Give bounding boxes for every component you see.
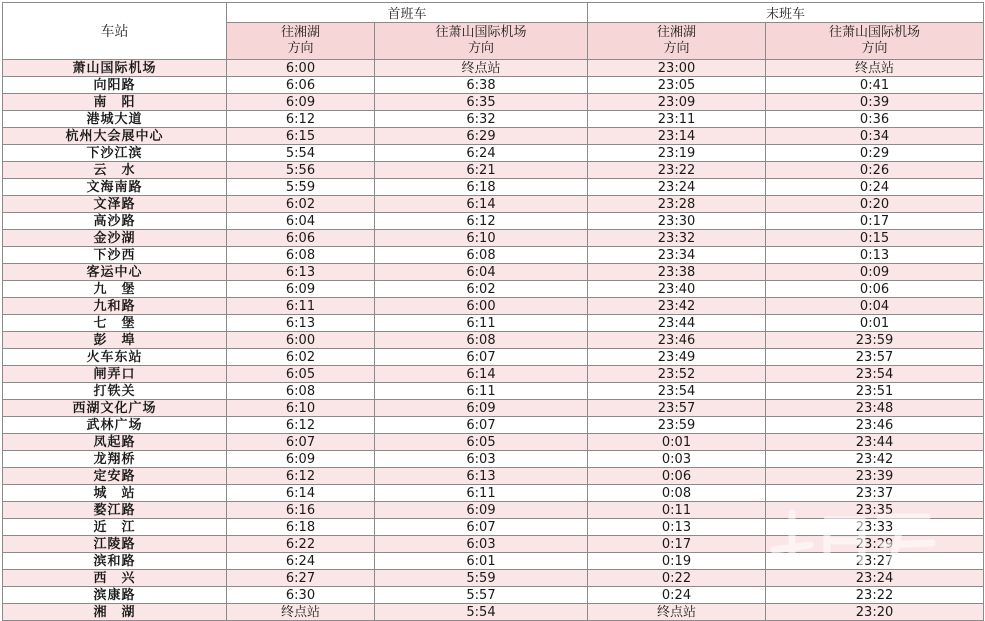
first-xianghu-time: 6:04 — [227, 213, 375, 230]
first-airport-time: 6:00 — [375, 298, 588, 315]
first-airport-time: 6:04 — [375, 264, 588, 281]
last-airport-time: 23:20 — [766, 604, 984, 621]
last-xianghu-time: 23:24 — [588, 179, 766, 196]
table-row — [3, 77, 984, 94]
last-airport-time: 23:48 — [766, 400, 984, 417]
last-airport-time: 0:01 — [766, 315, 984, 332]
last-xianghu-time: 23:59 — [588, 417, 766, 434]
dir-suffix: 方向 — [468, 41, 495, 56]
station-name: 向阳路 — [3, 77, 227, 94]
first-xianghu-time: 6:00 — [227, 60, 375, 77]
last-xianghu-time: 23:05 — [588, 77, 766, 94]
station-name: 西 兴 — [3, 570, 227, 587]
last-airport-time: 0:04 — [766, 298, 984, 315]
first-xianghu-time: 5:59 — [227, 179, 375, 196]
first-xianghu-time: 6:30 — [227, 587, 375, 604]
last-airport-time: 0:13 — [766, 247, 984, 264]
first-xianghu-time: 6:08 — [227, 383, 375, 400]
timetable-body — [3, 60, 984, 621]
station-name: 婺江路 — [3, 502, 227, 519]
last-xianghu-time: 23:09 — [588, 94, 766, 111]
last-xianghu-time: 0:19 — [588, 553, 766, 570]
dir-suffix: 方向 — [663, 41, 690, 56]
last-airport-time: 0:29 — [766, 145, 984, 162]
last-airport-time: 23:42 — [766, 451, 984, 468]
last-airport-time: 0:09 — [766, 264, 984, 281]
first-xianghu-time: 6:02 — [227, 349, 375, 366]
last-xianghu-time: 23:19 — [588, 145, 766, 162]
station-name: 近 江 — [3, 519, 227, 536]
last-dir-airport-header — [766, 23, 984, 60]
last-xianghu-time: 23:46 — [588, 332, 766, 349]
first-airport-time: 5:54 — [375, 604, 588, 621]
first-train-header: 首班车 — [227, 3, 588, 23]
station-name: 凤起路 — [3, 434, 227, 451]
table-row — [3, 502, 984, 519]
last-xianghu-time: 23:32 — [588, 230, 766, 247]
last-airport-time: 23:51 — [766, 383, 984, 400]
last-xianghu-time: 23:00 — [588, 60, 766, 77]
last-airport-time: 0:26 — [766, 162, 984, 179]
station-name: 湘 湖 — [3, 604, 227, 621]
first-airport-time: 6:12 — [375, 213, 588, 230]
last-xianghu-time: 0:08 — [588, 485, 766, 502]
first-xianghu-time: 6:27 — [227, 570, 375, 587]
first-xianghu-time: 终点站 — [227, 604, 375, 621]
last-airport-time: 0:06 — [766, 281, 984, 298]
table-row — [3, 451, 984, 468]
first-xianghu-time: 6:06 — [227, 230, 375, 247]
last-airport-time: 23:29 — [766, 536, 984, 553]
station-name: 高沙路 — [3, 213, 227, 230]
last-airport-time: 23:39 — [766, 468, 984, 485]
table-row — [3, 196, 984, 213]
last-xianghu-time: 23:30 — [588, 213, 766, 230]
first-airport-time: 6:14 — [375, 366, 588, 383]
table-row — [3, 383, 984, 400]
table-row — [3, 604, 984, 621]
last-xianghu-time: 0:01 — [588, 434, 766, 451]
table-row — [3, 570, 984, 587]
station-name: 滨康路 — [3, 587, 227, 604]
last-airport-time: 23:57 — [766, 349, 984, 366]
last-xianghu-time: 23:34 — [588, 247, 766, 264]
table-row — [3, 349, 984, 366]
first-xianghu-time: 6:14 — [227, 485, 375, 502]
last-airport-time: 终点站 — [766, 60, 984, 77]
last-xianghu-time: 23:52 — [588, 366, 766, 383]
first-dir-airport-header — [375, 23, 588, 60]
station-name: 金沙湖 — [3, 230, 227, 247]
last-airport-time: 23:24 — [766, 570, 984, 587]
first-airport-time: 6:07 — [375, 519, 588, 536]
dir-label: 往萧山国际机场 — [435, 25, 527, 40]
first-xianghu-time: 6:00 — [227, 332, 375, 349]
station-name: 文泽路 — [3, 196, 227, 213]
first-airport-time: 6:38 — [375, 77, 588, 94]
table-row — [3, 128, 984, 145]
table-row — [3, 213, 984, 230]
first-xianghu-time: 6:12 — [227, 417, 375, 434]
station-name: 萧山国际机场 — [3, 60, 227, 77]
timetable — [2, 2, 984, 621]
last-train-header: 末班车 — [588, 3, 984, 23]
station-name: 武林广场 — [3, 417, 227, 434]
last-airport-time: 23:54 — [766, 366, 984, 383]
last-airport-time: 0:36 — [766, 111, 984, 128]
first-airport-time: 6:21 — [375, 162, 588, 179]
first-xianghu-time: 6:09 — [227, 451, 375, 468]
last-airport-time: 23:59 — [766, 332, 984, 349]
table-row — [3, 60, 984, 77]
last-xianghu-time: 23:22 — [588, 162, 766, 179]
first-airport-time: 6:08 — [375, 332, 588, 349]
dir-label: 往湘湖 — [657, 25, 697, 40]
station-name: 滨和路 — [3, 553, 227, 570]
first-airport-time: 6:01 — [375, 553, 588, 570]
last-xianghu-time: 0:06 — [588, 468, 766, 485]
last-xianghu-time: 0:03 — [588, 451, 766, 468]
station-name: 定安路 — [3, 468, 227, 485]
first-xianghu-time: 6:13 — [227, 264, 375, 281]
last-xianghu-time: 0:11 — [588, 502, 766, 519]
last-airport-time: 23:46 — [766, 417, 984, 434]
table-row — [3, 315, 984, 332]
table-row — [3, 468, 984, 485]
last-xianghu-time: 23:14 — [588, 128, 766, 145]
last-xianghu-time: 23:49 — [588, 349, 766, 366]
first-xianghu-time: 6:10 — [227, 400, 375, 417]
last-airport-time: 0:39 — [766, 94, 984, 111]
station-name: 彭 埠 — [3, 332, 227, 349]
last-airport-time: 23:35 — [766, 502, 984, 519]
table-row — [3, 281, 984, 298]
first-airport-time: 6:03 — [375, 536, 588, 553]
table-row — [3, 230, 984, 247]
table-row — [3, 400, 984, 417]
first-xianghu-time: 6:16 — [227, 502, 375, 519]
table-row — [3, 111, 984, 128]
last-xianghu-time: 23:38 — [588, 264, 766, 281]
first-airport-time: 6:14 — [375, 196, 588, 213]
first-xianghu-time: 6:15 — [227, 128, 375, 145]
first-airport-time: 6:29 — [375, 128, 588, 145]
table-row — [3, 298, 984, 315]
first-xianghu-time: 5:54 — [227, 145, 375, 162]
first-airport-time: 6:32 — [375, 111, 588, 128]
last-xianghu-time: 23:11 — [588, 111, 766, 128]
first-xianghu-time: 6:08 — [227, 247, 375, 264]
first-airport-time: 6:07 — [375, 417, 588, 434]
dir-label: 往湘湖 — [280, 25, 320, 40]
table-row — [3, 264, 984, 281]
table-row — [3, 519, 984, 536]
station-name: 龙翔桥 — [3, 451, 227, 468]
last-xianghu-time: 0:22 — [588, 570, 766, 587]
first-xianghu-time: 6:07 — [227, 434, 375, 451]
station-name: 客运中心 — [3, 264, 227, 281]
first-airport-time: 6:24 — [375, 145, 588, 162]
last-xianghu-time: 23:42 — [588, 298, 766, 315]
table-row — [3, 145, 984, 162]
last-airport-time: 0:15 — [766, 230, 984, 247]
first-airport-time: 6:09 — [375, 502, 588, 519]
first-airport-time: 5:59 — [375, 570, 588, 587]
last-airport-time: 0:17 — [766, 213, 984, 230]
first-airport-time: 6:02 — [375, 281, 588, 298]
first-xianghu-time: 5:56 — [227, 162, 375, 179]
last-xianghu-time: 终点站 — [588, 604, 766, 621]
first-xianghu-time: 6:12 — [227, 468, 375, 485]
first-airport-time: 5:57 — [375, 587, 588, 604]
last-airport-time: 23:27 — [766, 553, 984, 570]
first-airport-time: 6:05 — [375, 434, 588, 451]
station-name: 九 堡 — [3, 281, 227, 298]
table-row — [3, 485, 984, 502]
table-row — [3, 553, 984, 570]
station-name: 七 堡 — [3, 315, 227, 332]
table-row — [3, 332, 984, 349]
station-name: 云 水 — [3, 162, 227, 179]
station-name: 打铁关 — [3, 383, 227, 400]
station-name: 九和路 — [3, 298, 227, 315]
last-xianghu-time: 23:28 — [588, 196, 766, 213]
dir-suffix: 方向 — [861, 41, 888, 56]
first-airport-time: 6:35 — [375, 94, 588, 111]
first-xianghu-time: 6:24 — [227, 553, 375, 570]
station-name: 城 站 — [3, 485, 227, 502]
first-xianghu-time: 6:09 — [227, 281, 375, 298]
first-airport-time: 6:11 — [375, 315, 588, 332]
station-name: 江陵路 — [3, 536, 227, 553]
first-xianghu-time: 6:13 — [227, 315, 375, 332]
first-xianghu-time: 6:12 — [227, 111, 375, 128]
first-airport-time: 6:11 — [375, 485, 588, 502]
first-xianghu-time: 6:06 — [227, 77, 375, 94]
last-airport-time: 0:20 — [766, 196, 984, 213]
table-row — [3, 536, 984, 553]
station-name: 文海南路 — [3, 179, 227, 196]
station-name: 港城大道 — [3, 111, 227, 128]
last-xianghu-time: 0:13 — [588, 519, 766, 536]
station-name: 杭州大会展中心 — [3, 128, 227, 145]
header-row-groups — [3, 3, 984, 23]
table-row — [3, 587, 984, 604]
last-airport-time: 23:22 — [766, 587, 984, 604]
last-xianghu-time: 23:54 — [588, 383, 766, 400]
last-airport-time: 23:37 — [766, 485, 984, 502]
station-name: 下沙江滨 — [3, 145, 227, 162]
last-airport-time: 0:41 — [766, 77, 984, 94]
first-xianghu-time: 6:05 — [227, 366, 375, 383]
station-name: 下沙西 — [3, 247, 227, 264]
last-airport-time: 0:34 — [766, 128, 984, 145]
dir-label: 往萧山国际机场 — [829, 25, 921, 40]
table-row — [3, 247, 984, 264]
table-row — [3, 162, 984, 179]
last-airport-time: 23:33 — [766, 519, 984, 536]
station-name: 火车东站 — [3, 349, 227, 366]
first-airport-time: 6:13 — [375, 468, 588, 485]
first-xianghu-time: 6:11 — [227, 298, 375, 315]
last-xianghu-time: 23:40 — [588, 281, 766, 298]
first-airport-time: 6:03 — [375, 451, 588, 468]
first-xianghu-time: 6:09 — [227, 94, 375, 111]
first-airport-time: 6:18 — [375, 179, 588, 196]
dir-suffix: 方向 — [287, 41, 314, 56]
first-dir-xianghu-header — [227, 23, 375, 60]
first-airport-time: 6:11 — [375, 383, 588, 400]
station-name: 南 阳 — [3, 94, 227, 111]
first-xianghu-time: 6:18 — [227, 519, 375, 536]
first-airport-time: 6:10 — [375, 230, 588, 247]
last-airport-time: 0:24 — [766, 179, 984, 196]
last-xianghu-time: 0:24 — [588, 587, 766, 604]
first-xianghu-time: 6:22 — [227, 536, 375, 553]
station-column-header: 车站 — [3, 3, 227, 60]
first-xianghu-time: 6:02 — [227, 196, 375, 213]
last-xianghu-time: 23:57 — [588, 400, 766, 417]
station-name: 西湖文化广场 — [3, 400, 227, 417]
station-name: 闸弄口 — [3, 366, 227, 383]
last-airport-time: 23:44 — [766, 434, 984, 451]
table-row — [3, 94, 984, 111]
table-row — [3, 179, 984, 196]
table-row — [3, 366, 984, 383]
table-row — [3, 434, 984, 451]
first-airport-time: 6:07 — [375, 349, 588, 366]
first-airport-time: 6:09 — [375, 400, 588, 417]
last-dir-xianghu-header — [588, 23, 766, 60]
first-airport-time: 终点站 — [375, 60, 588, 77]
last-xianghu-time: 0:17 — [588, 536, 766, 553]
last-xianghu-time: 23:44 — [588, 315, 766, 332]
first-airport-time: 6:08 — [375, 247, 588, 264]
table-row — [3, 417, 984, 434]
